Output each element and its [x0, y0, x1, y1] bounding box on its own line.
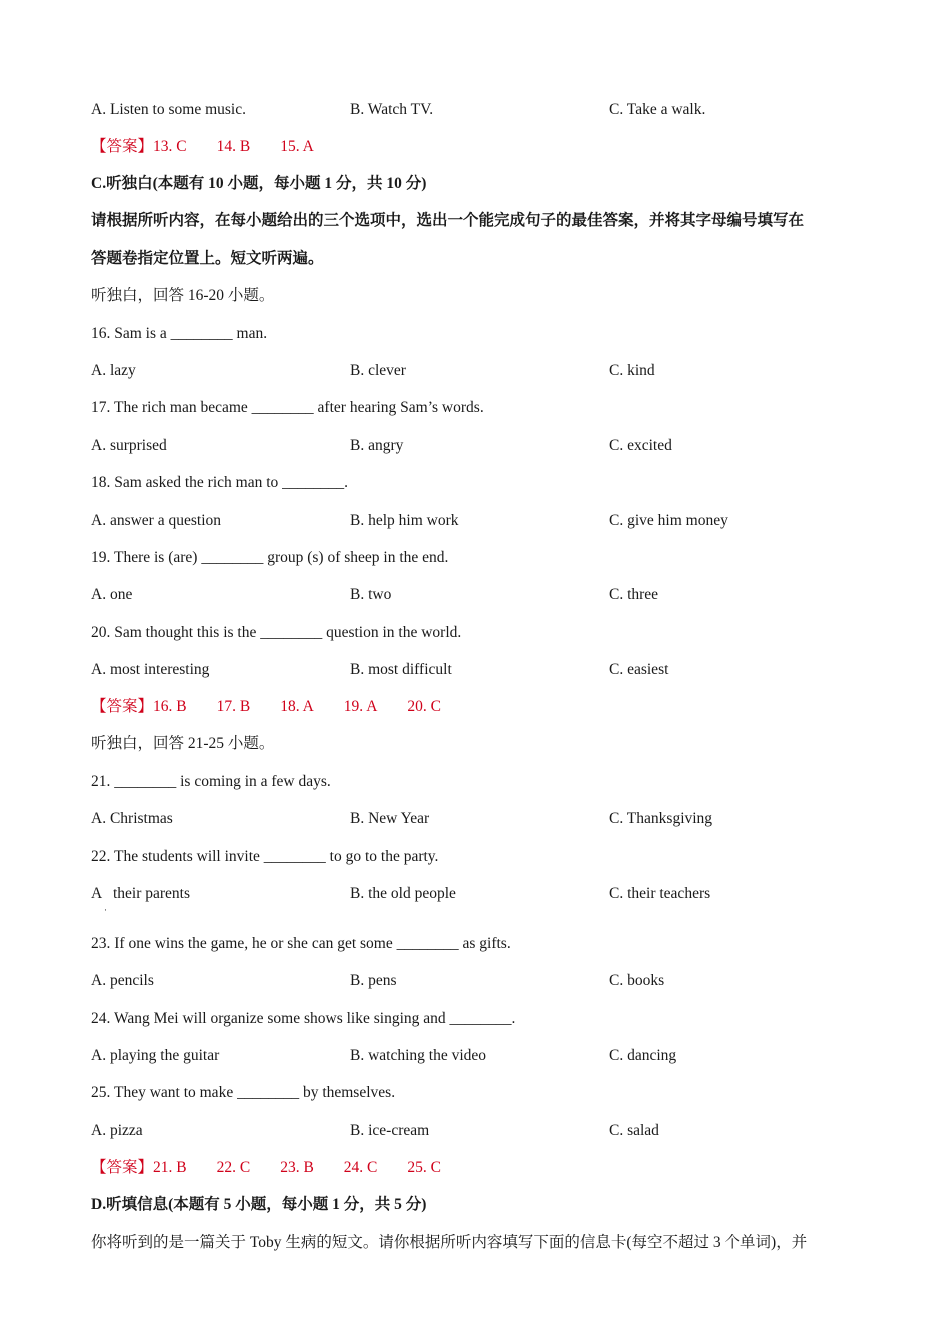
options-row [91, 1045, 871, 1067]
option-b: B. pens [350, 972, 397, 989]
option-b: B. clever [350, 362, 406, 379]
option-c: C. kind [609, 362, 655, 379]
question-stem: 21. ________ is coming in a few days. [91, 773, 331, 790]
options-row [91, 1120, 871, 1142]
option-c: C. easiest [609, 661, 669, 678]
option-c: C. Thanksgiving [609, 810, 713, 827]
option-b: B. ice-cream [350, 1122, 430, 1139]
question-stem: 24. Wang Mei will organize some shows like singing and ________. [91, 1010, 516, 1027]
section-c-instruction-line2: 答题卷指定位置上。短文听两遍。 [91, 250, 324, 267]
options-row [91, 883, 871, 905]
question-stem: 25. They want to make ________ by themselves. [91, 1084, 396, 1101]
option-b: B. most difficult [350, 661, 452, 678]
option-a: A. playing the guitar [91, 1047, 220, 1064]
option-b: B. Watch TV. [350, 101, 434, 118]
options-row [91, 99, 871, 121]
question-stem: 23. If one wins the game, he or she can get some ________ as gifts. [91, 935, 511, 952]
answer-item: 22. C [216, 1159, 251, 1176]
question-stem: 19. There is (are) ________ group (s) of sheep in the end. [91, 549, 449, 566]
options-row [91, 435, 871, 457]
answer-item: 20. C [407, 698, 441, 715]
option-b: B. two [350, 586, 392, 603]
option-c: C. give him money [609, 512, 728, 529]
answer-label: 【答案】 [91, 1159, 154, 1176]
option-c: C. dancing [609, 1047, 677, 1064]
option-c: C. three [609, 586, 659, 603]
answer-key [91, 1157, 471, 1179]
option-b: B. help him work [350, 512, 459, 529]
question-stem: 17. The rich man became ________ after hearing Sam’s words. [91, 399, 484, 416]
question-stem: 16. Sam is a ________ man. [91, 325, 268, 342]
answer-item: 15. A [280, 138, 314, 155]
option-a: A. most interesting [91, 661, 210, 678]
options-row [91, 659, 871, 681]
option-a: A. lazy [91, 362, 136, 379]
option-b: B. watching the video [350, 1047, 487, 1064]
answer-item: 21. B [153, 1159, 187, 1176]
answer-key [91, 136, 344, 158]
monologue-intro: 听独白，回答 16-20 小题。 [91, 287, 275, 304]
option-a: A. one [91, 586, 133, 603]
option-a: A. pizza [91, 1122, 143, 1139]
options-row [91, 584, 871, 606]
answer-item: 18. A [280, 698, 314, 715]
answer-key [91, 696, 471, 718]
options-row [91, 970, 871, 992]
option-c: C. excited [609, 437, 672, 454]
option-a: A. pencils [91, 972, 154, 989]
option-a: A. surprised [91, 437, 167, 454]
section-c-title: C.听独白(本题有 10 小题，每小题 1 分，共 10 分) [91, 175, 427, 192]
option-c: C. books [609, 972, 665, 989]
answer-item: 17. B [216, 698, 251, 715]
option-c: C. Take a walk. [609, 101, 706, 118]
answer-item: 14. B [216, 138, 251, 155]
question-stem: 20. Sam thought this is the ________ question in the world. [91, 624, 462, 641]
option-a: A. Christmas [91, 810, 173, 827]
answer-item: 24. C [343, 1159, 378, 1176]
answer-item: 16. B [153, 698, 187, 715]
monologue-intro: 听独白，回答 21-25 小题。 [91, 735, 275, 752]
question-stem: 18. Sam asked the rich man to ________. [91, 474, 348, 491]
option-a: A their parents [91, 885, 191, 902]
answer-item: 23. B [280, 1159, 314, 1176]
answer-item: 25. C [407, 1159, 441, 1176]
section-c-instruction-line1: 请根据所听内容，在每小题给出的三个选项中，选出一个能完成句子的最佳答案，并将其字母编号填写在 [91, 212, 805, 229]
option-c: C. their teachers [609, 885, 711, 902]
option-b: B. the old people [350, 885, 456, 902]
section-d-title: D.听填信息(本题有 5 小题，每小题 1 分，共 5 分) [91, 1196, 427, 1213]
answer-label: 【答案】 [91, 698, 154, 715]
option-b: B. angry [350, 437, 404, 454]
section-d-instruction: 你将听到的是一篇关于 Toby 生病的短文。请你根据所听内容填写下面的信息卡(每空不超过 3 个单词)，并 [91, 1234, 808, 1251]
option-a: A. answer a question [91, 512, 221, 529]
answer-label: 【答案】 [91, 138, 154, 155]
option-a: A. Listen to some music. [91, 101, 246, 118]
option-b: B. New Year [350, 810, 430, 827]
options-row [91, 360, 871, 382]
answer-item: 19. A [343, 698, 378, 715]
option-c: C. salad [609, 1122, 659, 1139]
answer-item: 13. C [153, 138, 187, 155]
options-row [91, 510, 871, 532]
question-stem: 22. The students will invite ________ to go to the party. [91, 848, 439, 865]
stray-dot: · [104, 905, 107, 915]
options-row [91, 808, 871, 830]
